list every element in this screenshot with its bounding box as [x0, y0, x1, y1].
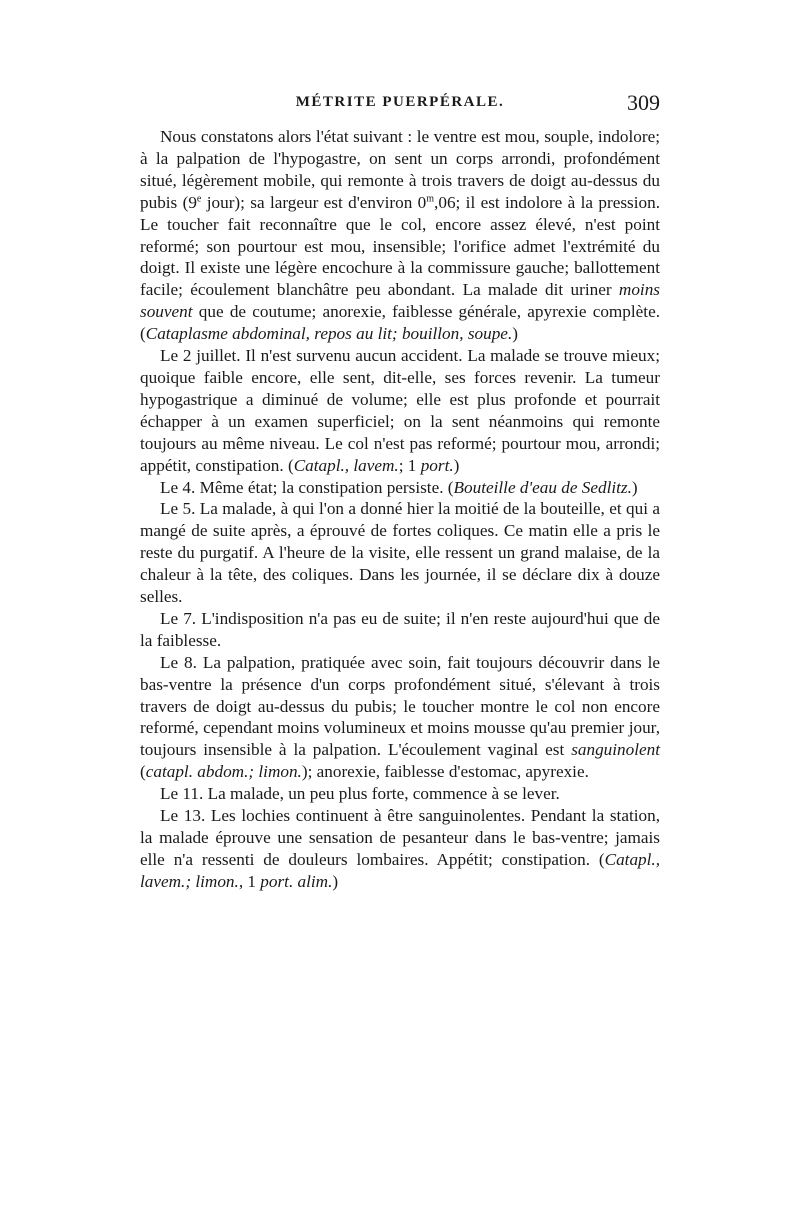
paragraph-day-8	[140, 652, 660, 783]
text-run: Le 4. Même état; la constipation persiste. (	[160, 477, 454, 497]
text-run: Le 5. La malade, à qui l'on a donné hier la moitié de la bouteille, et qui a mangé de suite après, a éprouvé de fortes coliques. Ce matin elle a pris le reste du purgatif. A l'heure de la visite, elle ressent un grand malaise, de la chaleur à la tête, des coliques. Dans les journée, il se déclare dix à douze selles.	[140, 499, 660, 607]
text-run: Nous constatons alors l'état suivant : le ventre est mou, souple, indolore; à la palpation de l'hypogastre, on sent un corps arrondi, profondément situé, légèrement mobile, qui remonte à trois travers de doigt au-dessus du pubis (9	[140, 127, 660, 212]
paragraph-day-5	[140, 498, 660, 608]
paragraph-day-11	[140, 783, 660, 805]
italic-prescription: Cataplasme abdominal, repos au lit; bouillon, soupe.	[145, 324, 513, 344]
page-header	[140, 92, 660, 122]
paragraph-july-2	[140, 345, 660, 476]
italic-prescription: Catapl., lavem.; limon.	[140, 849, 660, 891]
italic-prescription: port. alim.	[260, 871, 333, 891]
text-run: ); anorexie, faiblesse d'estomac, apyrexie.	[301, 762, 589, 782]
page-number: 309	[627, 90, 660, 115]
italic-text: moins souvent	[140, 280, 660, 322]
text-run: Le 11. La malade, un peu plus forte, commence à se lever.	[160, 784, 560, 804]
paragraph-day-13	[140, 805, 660, 893]
text-run: (	[140, 762, 146, 782]
italic-prescription: catapl. abdom.; limon.	[145, 762, 302, 782]
body-text	[140, 126, 660, 893]
text-run: )	[332, 871, 339, 891]
italic-prescription: Bouteille d'eau de Sedlitz.	[453, 477, 632, 497]
text-run: Le 13. Les lochies continuent à être sanguinolentes. Pendant la station, la malade éprouve une sensation de pesanteur dans le bas-ventre; jamais elle n'a ressenti de douleurs lombaires. Appétit; constipation. (	[140, 806, 660, 869]
superscript: e	[196, 192, 202, 204]
running-title: MÉTRITE PUERPÉRALE.	[295, 94, 505, 110]
italic-prescription: Catapl., lavem.	[293, 455, 399, 475]
italic-prescription: port.	[420, 455, 454, 475]
paragraph-initial-exam	[140, 126, 660, 345]
italic-text: sanguinolent	[571, 740, 660, 760]
text-run: que de coutume; anorexie, faiblesse générale, apyrexie complète. (	[140, 302, 660, 344]
text-run: ,06; il est indolore à la pression. Le toucher fait reconnaître que le col, encore assez élevé, n'est point reformé; son pourtour est mou, insensible; l'orifice admet l'extrémité du doigt. Il existe une légère encochure à la commissure gauche; ballottement facile; écoulement blanchâtre peu abondant. La malade dit uriner	[140, 192, 660, 300]
paragraph-day-7	[140, 608, 660, 652]
text-run: , 1	[238, 871, 261, 891]
text-run: ; 1	[398, 455, 421, 475]
text-run: Le 2 juillet. Il n'est survenu aucun accident. La malade se trouve mieux; quoique faible encore, elle sent, dit-elle, ses forces revenir. La tumeur hypogastrique a diminué de volume; elle est plus profonde et pourrait échapper à un examen superficiel; on la sent néanmoins qui remonte toujours au même niveau. Le col n'est pas reformé; pourtour mou, arrondi; appétit, constipation. (	[140, 346, 660, 475]
paragraph-day-4	[140, 477, 660, 499]
text-run: Le 8. La palpation, pratiquée avec soin, fait toujours découvrir dans le bas-ventre la présence d'un corps profondément situé, s'élevant à trois travers de doigt au-dessus du pubis; le toucher montre le col non encore reformé, cependant moins volumineux et moins mousse qu'au premier jour, toujours insensible à la palpation. L'écoulement vaginal est	[140, 652, 660, 760]
text-run: )	[631, 477, 638, 497]
text-run: )	[453, 455, 460, 475]
text-run: Le 7. L'indisposition n'a pas eu de suite; il n'en reste aujourd'hui que de la faiblesse.	[140, 608, 660, 650]
text-run: )	[512, 324, 518, 344]
superscript: m	[426, 192, 435, 204]
text-run: jour); sa largeur est d'environ 0	[201, 192, 427, 212]
